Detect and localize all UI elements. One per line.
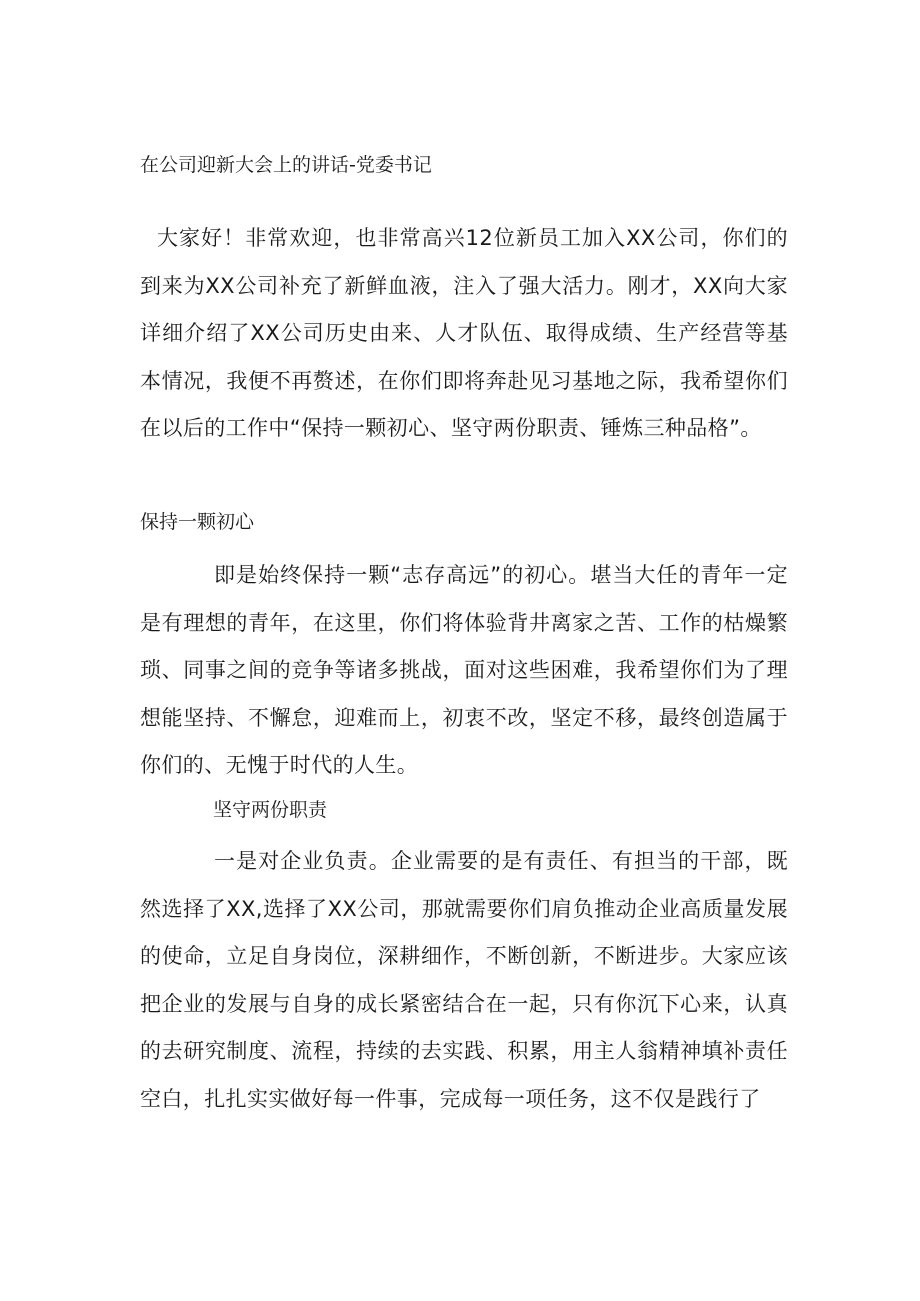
section-heading-keep-aspiration: 保持一颗初心 [140,511,255,533]
intro-paragraph: 大家好！非常欢迎，也非常高兴12位新员工加入XX公司，你们的到来为XX公司补充了新鲜血液，注入了强大活力。刚才，XX向大家详细介绍了XX公司历史由来、人才队伍、取得成绩、生产经营等基本情况，我便不再赘述，在你们即将奔赴见习基地之际，我希望你们在以后的工作中“保持一颗初心、坚守两份职责、锤炼三种品格”。 [140,226,788,441]
document-title: 在公司迎新大会上的讲话-党委书记 [140,154,432,176]
aspiration-paragraph: 即是始终保持一颗“志存高远”的初心。堪当大任的青年一定是有理想的青年，在这里，你们将体验背井离家之苦、工作的枯燥繁琐、同事之间的竞争等诸多挑战，面对这些困难，我希望你们为了理想能坚持、不懈怠，迎难而上，初衷不改，坚定不移，最终创造属于你们的、无愧于时代的人生。 [140,563,788,778]
section-heading-two-duties: 坚守两份职责 [213,799,328,821]
duty-paragraph: 一是对企业负责。企业需要的是有责任、有担当的干部，既然选择了XX,选择了XX公司，那就需要你们肩负推动企业高质量发展的使命，立足自身岗位，深耕细作，不断创新，不断进步。大家应该把企业的发展与自身的成长紧密结合在一起，只有你沉下心来，认真的去研究制度、流程，持续的去实践、积累，用主人翁精神填补责任空白，扎扎实实做好每一件事，完成每一项任务，这不仅是践行了 [140,849,788,1111]
